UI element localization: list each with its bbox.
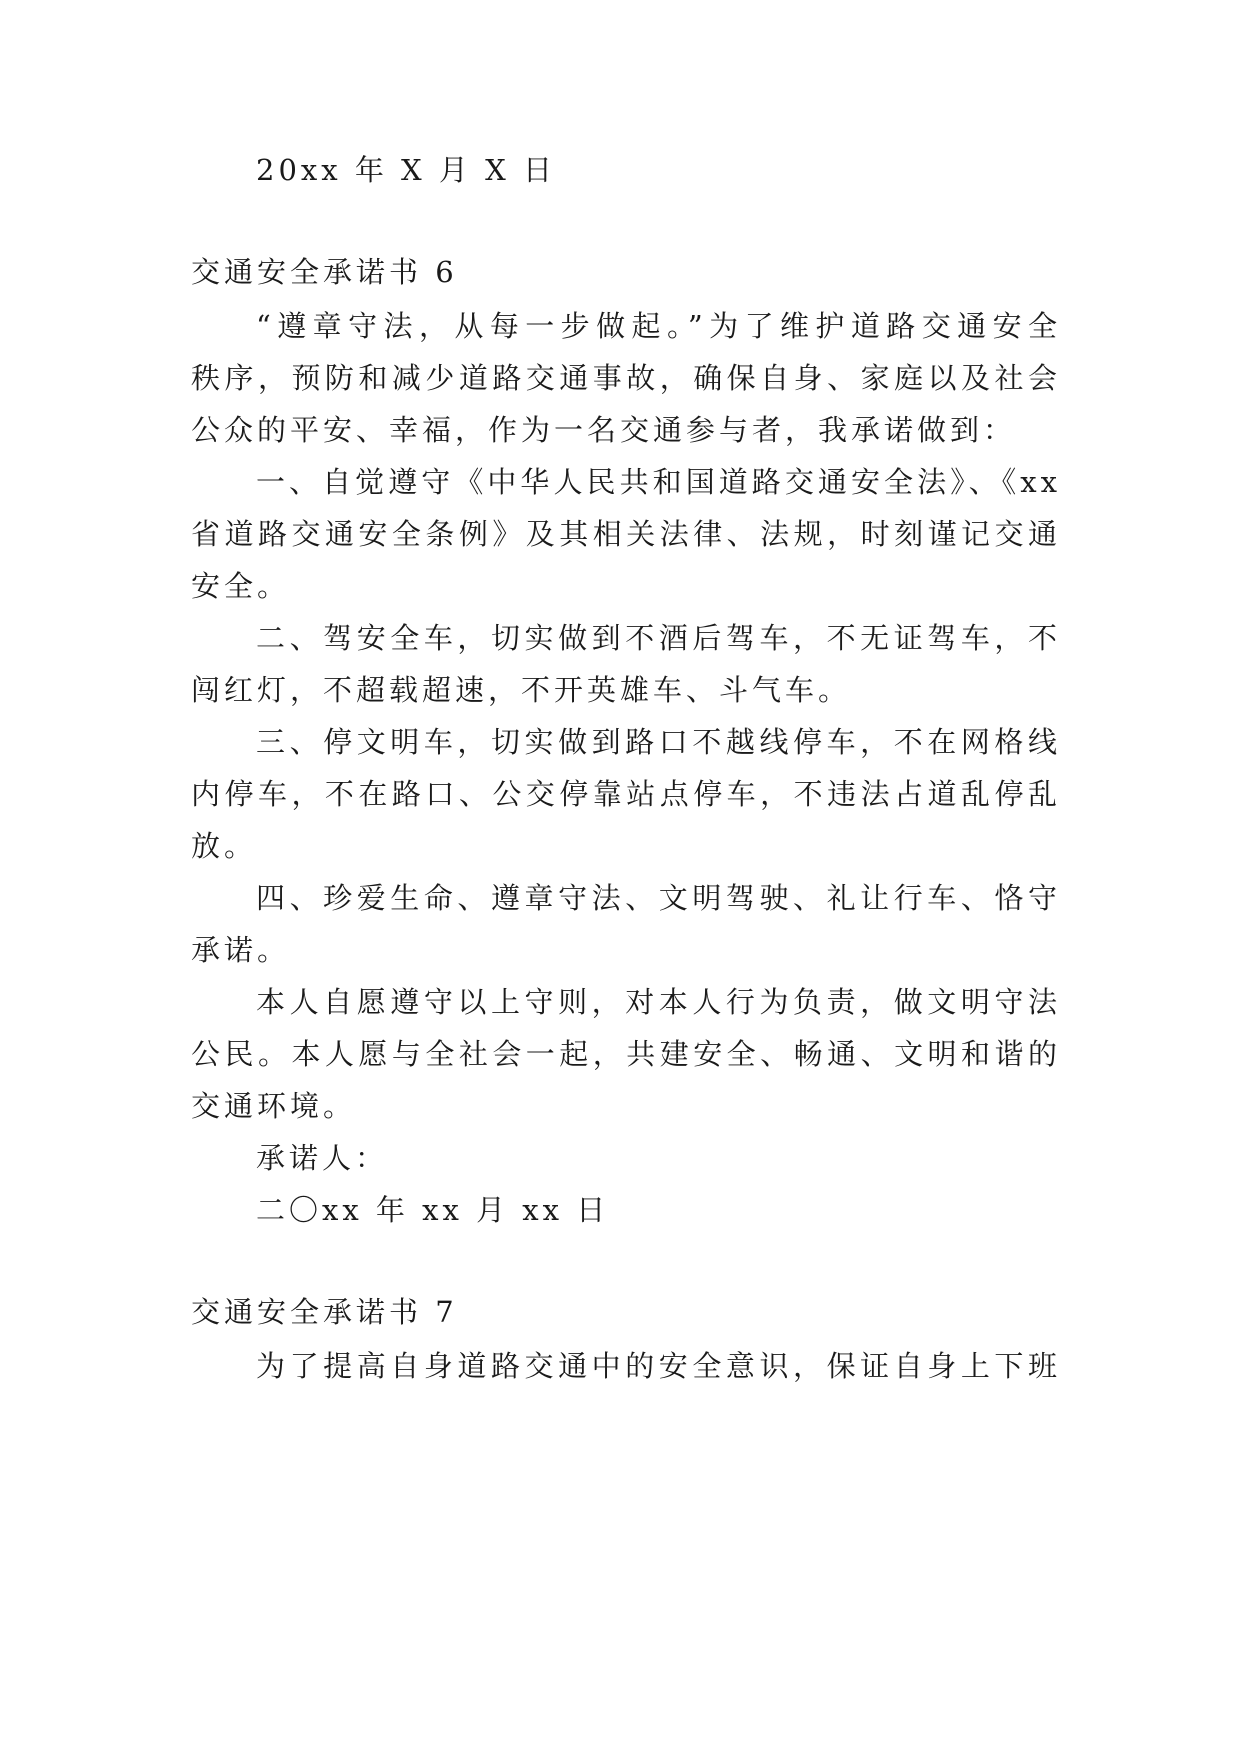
paragraph-line: 安全。	[191, 569, 291, 603]
paragraph-line: 承诺。	[191, 933, 291, 967]
paragraph-line: 放。	[191, 829, 258, 863]
signer-label: 承诺人：	[256, 1141, 389, 1175]
paragraph-line: 本人自愿遵守以上守则，对本人行为负责，做文明守法	[256, 985, 1061, 1019]
section-7-title: 交通安全承诺书 7	[191, 1295, 458, 1329]
paragraph-line: 二、驾安全车，切实做到不酒后驾车，不无证驾车，不	[256, 621, 1061, 655]
paragraph-line: 交通环境。	[191, 1089, 357, 1123]
paragraph-line: 内停车，不在路口、公交停靠站点停车，不违法占道乱停乱	[191, 777, 1061, 811]
section-6-title: 交通安全承诺书 6	[191, 255, 458, 289]
paragraph-line: 公民。本人愿与全社会一起，共建安全、畅通、文明和谐的	[191, 1037, 1061, 1071]
paragraph-line: “遵章守法，从每一步做起。”为了维护道路交通安全	[256, 309, 1061, 343]
paragraph-line: 四、珍爱生命、遵章守法、文明驾驶、礼让行车、恪守	[256, 881, 1061, 915]
sign-date: 二〇xx 年 xx 月 xx 日	[256, 1193, 610, 1227]
paragraph-line: 公众的平安、幸福，作为一名交通参与者，我承诺做到：	[191, 413, 1017, 447]
paragraph-line: 为了提高自身道路交通中的安全意识，保证自身上下班	[256, 1349, 1061, 1383]
top-date: 20xx 年 X 月 X 日	[256, 153, 556, 187]
paragraph-line: 闯红灯，不超载超速，不开英雄车、斗气车。	[191, 673, 852, 707]
paragraph-line: 一、自觉遵守《中华人民共和国道路交通安全法》、《xx	[256, 465, 1061, 499]
paragraph-line: 三、停文明车，切实做到路口不越线停车，不在网格线	[256, 725, 1061, 759]
paragraph-line: 秩序，预防和减少道路交通事故，确保自身、家庭以及社会	[191, 361, 1061, 395]
paragraph-line: 省道路交通安全条例》及其相关法律、法规，时刻谨记交通	[191, 517, 1061, 551]
